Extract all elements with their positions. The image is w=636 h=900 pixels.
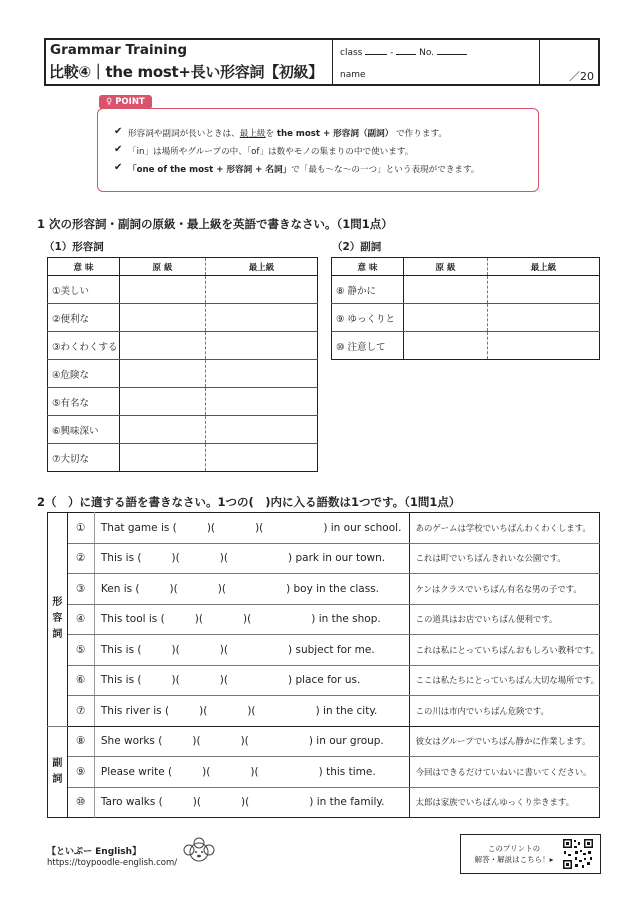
score-total: ／20 [569,70,594,83]
question-translation: 今回はできるだけていねいに書いてください。 [409,757,599,788]
group-label-adverb: 副詞 [48,726,68,818]
answer-cell[interactable] [120,360,206,388]
question-sentence[interactable]: Ken is ( )( )( ) boy in the class. [94,574,409,605]
table-row-label: ②便利な [48,304,120,332]
table-row-label: ⑧ 静かに [332,276,404,304]
name-field[interactable]: name [340,70,366,80]
question-translation: これは私にとっていちばんおもしろい教科です。 [409,635,599,666]
title-cell [46,40,333,84]
section2-heading: 2（ ）に適する語を書きなさい。1つの( )内に入る語数は1つです。（1問1点） [37,495,461,509]
poodle-logo-icon [180,836,218,866]
brand-label: 【といぷー English】 [47,847,142,857]
question-number: ⑥ [67,665,94,696]
point-line-3: ✔ 「one of the most + 形容詞 + 名詞」で「最も～な～の一つ」という表現ができます。 [114,162,480,175]
question-number: ⑩ [67,787,94,818]
qr-code-icon[interactable] [562,838,594,870]
question-translation: 太郎は家族でいちばんゆっくり歩きます。 [415,797,574,808]
table-row-label: ④危険な [48,360,120,388]
answer-cell[interactable] [206,388,318,416]
answer-cell[interactable] [404,332,488,360]
question-number: ⑤ [67,635,94,666]
page-title: 比較④｜the most+長い形容詞【初級】 [49,63,323,81]
question-translation: 彼女はグループでいちばん静かに作業します。 [409,726,599,757]
answer-link-text: このプリントの 解答・解説はこちら！▸ [474,844,554,864]
check-icon: ✔ [114,144,123,155]
student-info-cell [333,40,540,84]
question-translation: これは町でいちばんきれいな公園です。 [409,543,599,574]
answer-cell[interactable] [120,416,206,444]
sentence-table [47,512,600,818]
section1-heading: 1 次の形容詞・副詞の原級・最上級を英語で書きなさい。（1問1点） [37,217,393,231]
answer-cell[interactable] [206,332,318,360]
table-row-label: ⑩ 注意して [332,332,404,360]
point-line-1: ✔ 形容詞や副詞が長いときは、最上級を the most + 形容詞（副詞） で作ります。 [114,126,447,139]
question-sentence[interactable]: She works ( )( )( ) in our group. [94,726,409,757]
question-sentence[interactable]: This is ( )( )( ) park in our town. [94,543,409,574]
group-label-adjective: 形容詞 [48,513,68,727]
question-number: ② [67,543,94,574]
question-sentence[interactable]: Please write ( )( )( ) this time. [94,757,409,788]
answer-cell[interactable] [404,276,488,304]
question-sentence[interactable]: This is ( )( )( ) subject for me. [94,635,409,666]
answer-cell[interactable] [120,332,206,360]
question-sentence[interactable]: Taro walks ( )( )( ) in the family. [94,787,409,818]
question-number: ⑨ [67,757,94,788]
table-row-label: ⑤有名な [48,388,120,416]
answer-cell[interactable] [206,416,318,444]
answer-cell[interactable] [120,444,206,472]
adjective-table: 意 味 原 級 最上級 ①美しい ②便利な ③わくわくする ④危険な ⑤有名な ⑥興味深い ⑦大切な [47,257,318,472]
answer-cell[interactable] [206,304,318,332]
table-row-label: ⑨ ゆっくりと [332,304,404,332]
series-label: Grammar Training [50,42,188,58]
adjective-subheading: （1）形容詞 [44,241,104,253]
score-cell [540,40,598,84]
check-icon: ✔ [114,126,123,137]
question-translation: この道具はお店でいちばん便利です。 [409,604,599,635]
point-line-2: ✔ 「in」は場所やグループの中、「of」は数やモノの集まりの中で使います。 [114,144,414,157]
site-link[interactable]: https://toypoodle-english.com/ [47,858,178,868]
answer-cell[interactable] [120,304,206,332]
question-sentence[interactable]: This is ( )( )( ) place for us. [94,665,409,696]
question-translation: ケンはクラスでいちばん有名な男の子です。 [409,574,599,605]
table-row-label: ⑦大切な [48,444,120,472]
question-sentence[interactable]: That game is ( )( )( ) in our school. [94,513,409,544]
class-field[interactable]: class - No. [340,48,467,58]
worksheet-header [44,38,600,86]
lightbulb-icon: ♀ [106,97,113,107]
question-number: ⑧ [67,726,94,757]
question-translation: ここは私たちにとっていちばん大切な場所です。 [409,665,599,696]
answer-link-box[interactable] [460,834,601,874]
point-tag: ♀ POINT [99,95,152,109]
question-translation: この川は市内でいちばん危険です。 [409,696,599,727]
answer-cell[interactable] [120,388,206,416]
table-row-label: ⑥興味深い [48,416,120,444]
question-number: ④ [67,604,94,635]
table-row-label: ③わくわくする [48,332,120,360]
answer-cell[interactable] [488,332,600,360]
check-icon: ✔ [114,162,123,173]
answer-cell[interactable] [206,444,318,472]
answer-cell[interactable] [488,276,600,304]
answer-cell[interactable] [404,304,488,332]
answer-cell[interactable] [206,276,318,304]
question-sentence[interactable]: This river is ( )( )( ) in the city. [94,696,409,727]
answer-cell[interactable] [120,276,206,304]
answer-cell[interactable] [488,304,600,332]
answer-cell[interactable] [206,360,318,388]
question-number: ⑦ [67,696,94,727]
question-sentence[interactable]: This tool is ( )( )( ) in the shop. [94,604,409,635]
question-number: ③ [67,574,94,605]
adverb-subheading: （2）副詞 [332,241,382,253]
point-box [97,108,539,192]
adverb-table: 意 味 原 級 最上級 ⑧ 静かに ⑨ ゆっくりと ⑩ 注意して [331,257,600,360]
question-number: ① [67,513,94,544]
table-row-label: ①美しい [48,276,120,304]
question-translation: あのゲームは学校でいちばんわくわくします。 [409,513,599,544]
